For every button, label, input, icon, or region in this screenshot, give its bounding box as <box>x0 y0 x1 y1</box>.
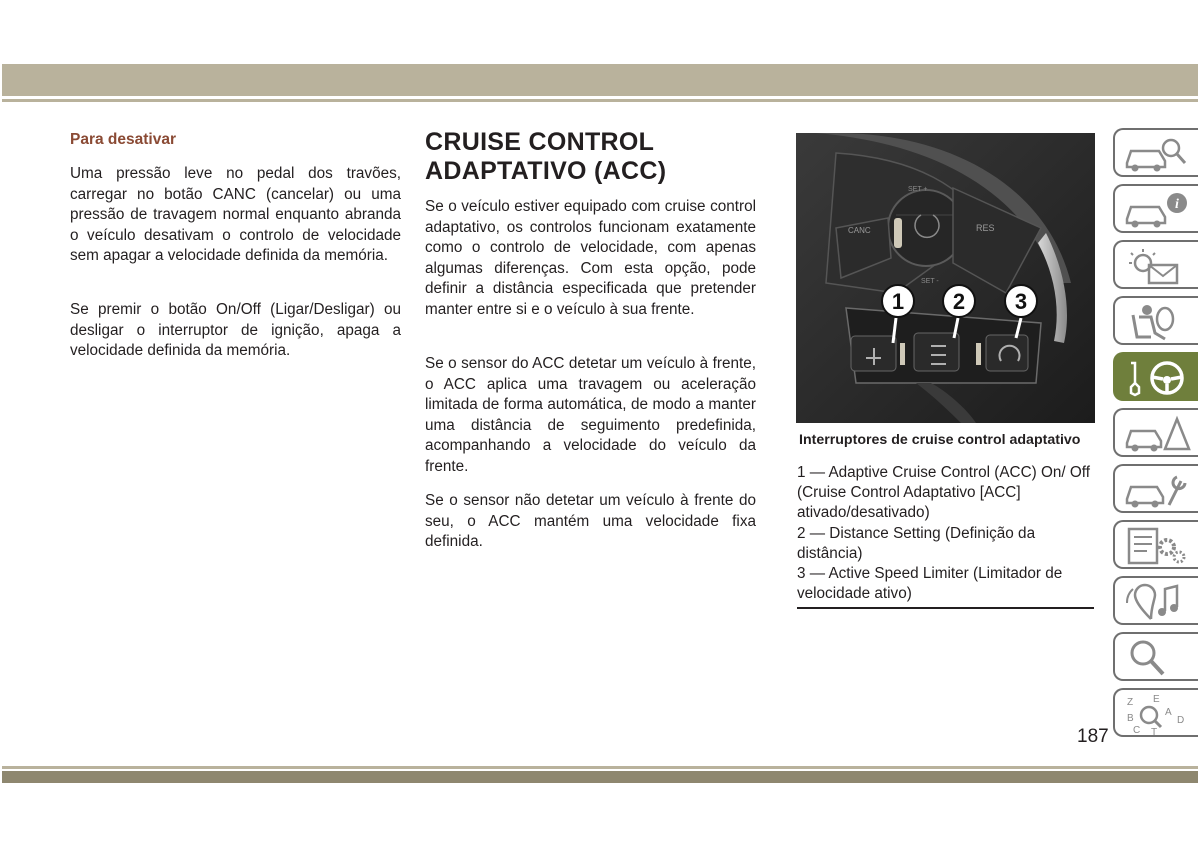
tab-multimedia[interactable] <box>1113 576 1198 625</box>
page-title: CRUISE CONTROL ADAPTATIVO (ACC) <box>425 128 667 185</box>
magnifier-search-icon <box>1121 637 1193 679</box>
legend-item: 2 — Distance Setting (Definição da distância) <box>797 524 1036 562</box>
svg-text:i: i <box>1175 197 1179 212</box>
document-settings-icon <box>1121 525 1193 567</box>
section-subheading: Para desativar <box>70 131 176 148</box>
svg-text:B: B <box>1127 713 1134 724</box>
footer-band <box>2 771 1198 783</box>
svg-text:T: T <box>1151 727 1158 735</box>
tab-warning-lights[interactable] <box>1113 240 1198 289</box>
legend-item: 3 — Active Speed Limiter (Limitador de velocidade ativo) <box>797 565 1063 603</box>
car-search-icon <box>1121 133 1193 175</box>
paragraph: Se o sensor não detetar um veículo à frente do seu, o ACC mantém uma velocidade fixa definida. <box>425 492 756 550</box>
key-steering-wheel-icon <box>1121 357 1193 399</box>
navigation-music-icon <box>1121 581 1193 623</box>
svg-text:E: E <box>1153 694 1160 705</box>
car-warning-triangle-icon <box>1121 413 1193 455</box>
page-number: 187 <box>1077 726 1109 747</box>
svg-text:A: A <box>1165 707 1172 718</box>
paragraph: Se o sensor do ACC detetar um veículo à frente, o ACC aplica uma travagem ou aceleração limitada de forma automática, de modo a manter uma distância de seguimento predefinida, acompanhando a velocidade do veículo da frente. <box>425 355 756 475</box>
warning-lights-message-icon <box>1121 245 1193 287</box>
svg-text:C: C <box>1133 725 1141 735</box>
tab-car-warning[interactable] <box>1113 408 1198 457</box>
tab-index[interactable] <box>1113 688 1198 737</box>
callout-2: 2 <box>952 289 966 314</box>
alphabet-index-icon <box>1121 693 1193 735</box>
svg-text:D: D <box>1177 715 1185 726</box>
legend-item: 1 — Adaptive Cruise Control (ACC) On/ Off (Cruise Control Adaptativo [ACC] ativado/desativado) <box>797 464 1091 522</box>
tab-airbag-seat[interactable] <box>1113 296 1198 345</box>
legend-rule <box>797 607 1094 609</box>
canc-label: CANC <box>848 226 871 235</box>
tab-starting-driving[interactable] <box>1113 352 1198 401</box>
paragraph: Uma pressão leve no pedal dos travões, carregar no botão CANC (cancelar) ou uma pressão de travagem normal enquanto abranda o veículo desativam o controlo de velocidade sem apagar a velocidade definida da memória. <box>70 165 401 264</box>
paragraph: Se premir o botão On/Off (Ligar/Desligar) ou desligar o interruptor de ignição, apaga a velocidade definida da memória. <box>70 301 401 359</box>
header-rule <box>2 99 1198 102</box>
header-band <box>2 64 1198 96</box>
tab-search[interactable] <box>1113 632 1198 681</box>
res-label: RES <box>976 223 995 233</box>
car-info-icon <box>1121 189 1193 231</box>
set-plus-label: SET + <box>908 186 928 193</box>
callout-3: 3 <box>1014 289 1028 314</box>
car-service-wrench-icon <box>1121 469 1193 511</box>
figure-legend <box>797 463 1093 604</box>
svg-text:Z: Z <box>1127 697 1134 708</box>
tab-car-service[interactable] <box>1113 464 1198 513</box>
tab-car-search[interactable] <box>1113 128 1198 177</box>
callout-1: 1 <box>891 289 905 314</box>
airbag-seat-icon <box>1121 301 1193 343</box>
set-minus-label: SET - <box>921 278 939 285</box>
footer-rule <box>2 766 1198 769</box>
paragraph: Se o veículo estiver equipado com cruise control adaptativo, os controlos funcionam exatamente como o controlo de velocidade, com apenas algumas diferenças. Com esta opção, pode definir a distância especificada que pretender manter entre si e o veículo à sua frente. <box>425 198 756 318</box>
tab-car-info[interactable] <box>1113 184 1198 233</box>
steering-wheel-switches-photo <box>796 133 1095 423</box>
tab-technical-data[interactable] <box>1113 520 1198 569</box>
figure-caption: Interruptores de cruise control adaptativo <box>799 432 1081 448</box>
